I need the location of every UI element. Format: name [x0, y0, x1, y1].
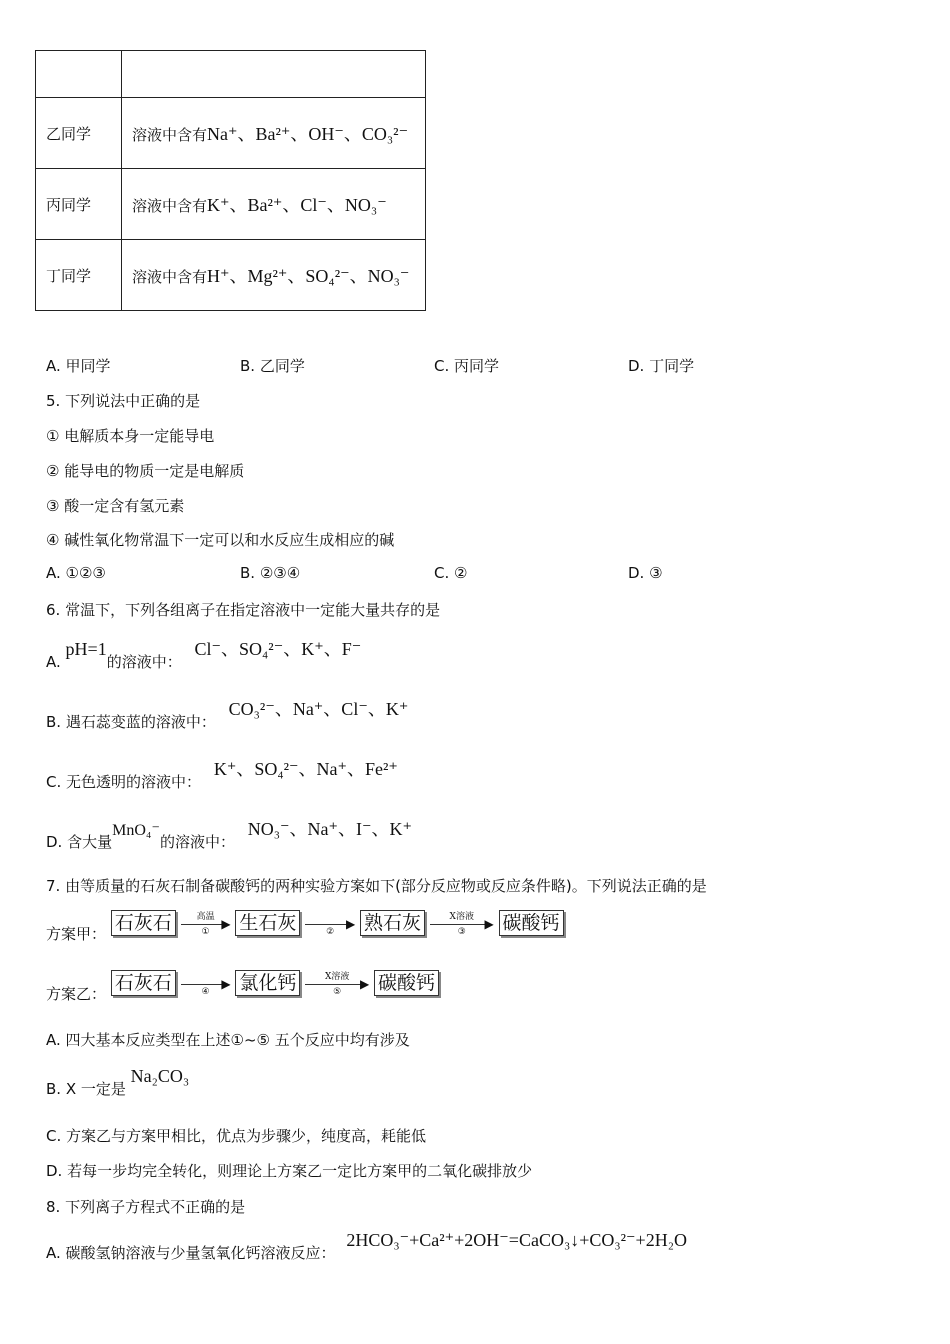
- reaction-arrow: X溶液 ▶ ⑤: [305, 973, 369, 997]
- table-cell-name: 丙同学: [36, 169, 122, 240]
- q8-option-a[interactable]: A. 碳酸氢钠溶液与少量氢氧化钙溶液反应： 2HCO₃⁻+Ca²⁺+2OH⁻=CaCO₃↓+CO₃²⁻+2H₂O: [46, 1230, 687, 1262]
- q5-statement: ① 电解质本身一定能导电: [46, 427, 215, 445]
- q5-statement: ② 能导电的物质一定是电解质: [46, 462, 245, 480]
- ion-list: K⁺、SO₄²⁻、Na⁺、Fe²⁺: [213, 759, 398, 779]
- ionic-equation: 2HCO₃⁻+Ca²⁺+2OH⁻=CaCO₃↓+CO₃²⁻+2H₂O: [346, 1230, 687, 1250]
- table-cell-ions: 溶液中含有H⁺、Mg²⁺、SO₄²⁻、NO₃⁻: [122, 240, 426, 311]
- table-cell-name: 乙同学: [36, 98, 122, 169]
- ion-table: [35, 50, 426, 311]
- q6-option-b[interactable]: B. 遇石蕊变蓝的溶液中： CO₃²⁻、Na⁺、Cl⁻、K⁺: [46, 699, 409, 731]
- q6-option-a[interactable]: A. pH=1的溶液中： Cl⁻、SO₄²⁻、K⁺、F⁻: [46, 639, 362, 671]
- q5-stem: 5. 下列说法中正确的是: [46, 392, 201, 410]
- q5-option-c[interactable]: C. ②: [434, 564, 468, 582]
- q7-option-d[interactable]: D. 若每一步均完全转化，则理论上方案乙一定比方案甲的二氧化碳排放少: [46, 1162, 533, 1180]
- ion-list: H⁺、Mg²⁺、SO₄²⁻、NO₃⁻: [207, 266, 410, 286]
- q7-option-a[interactable]: A. 四大基本反应类型在上述①~⑤ 五个反应中均有涉及: [46, 1031, 410, 1049]
- ion-list: Cl⁻、SO₄²⁻、K⁺、F⁻: [194, 639, 362, 659]
- ion-list: NO₃⁻、Na⁺、I⁻、K⁺: [247, 819, 412, 839]
- q8-stem: 8. 下列离子方程式不正确的是: [46, 1198, 246, 1216]
- flow-box: 碳酸钙: [374, 970, 439, 996]
- table-row: [36, 98, 426, 169]
- table-row: [36, 240, 426, 311]
- q6-stem: 6. 常温下，下列各组离子在指定溶液中一定能大量共存的是: [46, 601, 441, 619]
- q5-option-b[interactable]: B. ②③④: [240, 564, 301, 582]
- reaction-arrow: 高温 ▶ ①: [181, 913, 231, 937]
- q5-option-d[interactable]: D. ③: [628, 564, 663, 582]
- table-cell-ions: 溶液中含有Na⁺、Ba²⁺、OH⁻、CO₃²⁻: [122, 98, 426, 169]
- q6-option-c[interactable]: C. 无色透明的溶液中： K⁺、SO₄²⁻、Na⁺、Fe²⁺: [46, 759, 398, 791]
- q7-option-c[interactable]: C. 方案乙与方案甲相比，优点为步骤少，纯度高，耗能低: [46, 1127, 427, 1145]
- plan-a-flow: 方案甲： 石灰石 高温 ▶ ① 生石灰 ▶ ② 熟石灰 X溶液 ▶ ③ 碳酸钙: [46, 910, 564, 940]
- ion-list: Na⁺、Ba²⁺、OH⁻、CO₃²⁻: [207, 124, 409, 144]
- table-cell-name: 丁同学: [36, 240, 122, 311]
- flow-box: 熟石灰: [360, 910, 425, 936]
- table-cell-ions: [122, 51, 426, 98]
- formula: Na₂CO₃: [130, 1066, 190, 1086]
- q4-option-d[interactable]: D. 丁同学: [628, 357, 695, 375]
- table-cell-name: [36, 51, 122, 98]
- flow-box: 氯化钙: [235, 970, 300, 996]
- plan-b-flow: 方案乙： 石灰石 ▶ ④ 氯化钙 X溶液 ▶ ⑤ 碳酸钙: [46, 970, 439, 1000]
- flow-box: 生石灰: [235, 910, 300, 936]
- q5-statement: ③ 酸一定含有氢元素: [46, 497, 185, 515]
- reaction-arrow: ▶ ②: [305, 913, 355, 937]
- table-row: [36, 169, 426, 240]
- ion-list: CO₃²⁻、Na⁺、Cl⁻、K⁺: [228, 699, 409, 719]
- q4-option-b[interactable]: B. 乙同学: [240, 357, 305, 375]
- flow-box: 石灰石: [111, 910, 176, 936]
- q6-option-d[interactable]: D. 含大量MnO₄⁻的溶液中： NO₃⁻、Na⁺、I⁻、K⁺: [46, 819, 412, 851]
- ion-list: K⁺、Ba²⁺、Cl⁻、NO₃⁻: [207, 195, 387, 215]
- q5-statement: ④ 碱性氧化物常温下一定可以和水反应生成相应的碱: [46, 531, 395, 549]
- table-cell-ions: 溶液中含有K⁺、Ba²⁺、Cl⁻、NO₃⁻: [122, 169, 426, 240]
- table-row: [36, 51, 426, 98]
- reaction-arrow: ▶ ④: [181, 973, 231, 997]
- flow-box: 石灰石: [111, 970, 176, 996]
- reaction-arrow: X溶液 ▶ ③: [430, 913, 494, 937]
- q4-option-c[interactable]: C. 丙同学: [434, 357, 500, 375]
- q4-option-a[interactable]: A. 甲同学: [46, 357, 111, 375]
- q7-option-b[interactable]: B. X 一定是 Na₂CO₃: [46, 1066, 190, 1098]
- flow-box: 碳酸钙: [499, 910, 564, 936]
- q5-option-a[interactable]: A. ①②③: [46, 564, 106, 582]
- q7-stem: 7. 由等质量的石灰石制备碳酸钙的两种实验方案如下(部分反应物或反应条件略)。下列说法正确的是: [46, 877, 707, 895]
